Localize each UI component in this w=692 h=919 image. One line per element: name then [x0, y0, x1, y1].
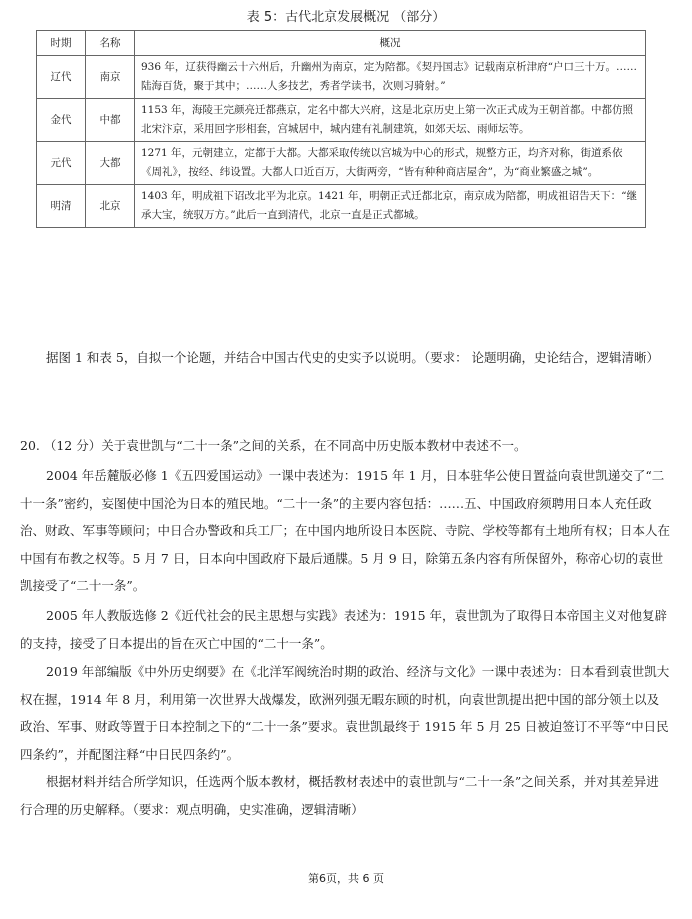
- col-header-era: 时期: [37, 31, 86, 56]
- col-header-overview: 概况: [135, 31, 646, 56]
- name-cell: 大都: [86, 142, 135, 185]
- material-paragraph-yuelu: 2004 年岳麓版必修 1《五四爱国运动》一课中表述为：1915 年 1 月，日本驻华公使日置益向袁世凯递交了“二十一条”密约，妄图使中国沦为日本的殖民地。“二十一条”的主要内容包括：……五、中国政府须聘用日本人充任政治、财政、军事等顾问；中日合办警政和兵工厂；在中国内地所设日本医院、寺院、学校等都有土地所有权；日本人在中国有布教之权等。5 月 7 日，日本向中国政府下最后通牒。5 月 9 日，除第五条内容有所保留外，称帝心切的袁世凯接受了“二十一条”。: [20, 468, 671, 593]
- page-footer: 第6页，共 6 页: [308, 872, 384, 885]
- question-20-intro: 20. （12 分）关于袁世凯与“二十一条”之间的关系，在不同高中历史版本教材中表述不一。: [20, 438, 527, 453]
- question-20-prompt: 根据材料并结合所学知识，任选两个版本教材，概括教材表述中的袁世凯与“二十一条”之间关系，并对其差异进行合理的历史解释。（要求：观点明确，史实准确，逻辑清晰）: [20, 774, 659, 817]
- col-header-name: 名称: [86, 31, 135, 56]
- era-cell: 金代: [37, 99, 86, 142]
- name-cell: 北京: [86, 185, 135, 228]
- beijing-history-table: [36, 30, 646, 228]
- overview-cell: 1153 年，海陵王完颜亮迁都燕京，定名中都大兴府，这是北京历史上第一次正式成为王朝首都。中都仿照北宋汴京，采用回字形相套，宫城居中，城内建有礼制建筑，如郊天坛、雨师坛等。: [135, 99, 646, 142]
- table-header-row: [37, 31, 646, 56]
- material-paragraph-renjiao: 2005 年人教版选修 2《近代社会的民主思想与实践》表述为：1915 年，袁世凯为了取得日本帝国主义对他复辟的支持，接受了日本提出的旨在灭亡中国的“二十一条”。: [20, 608, 667, 651]
- overview-cell: 1271 年，元朝建立，定都于大都。大都采取传统以宫城为中心的形式，规整方正，均齐对称，街道系依《周礼》，按经、纬设置。大都人口近百万，大街两旁，“皆有种种商店屋舍”，为“商业繁盛之城”。: [135, 142, 646, 185]
- table-row: [37, 185, 646, 228]
- overview-cell: 936 年，辽获得幽云十六州后，升幽州为南京，定为陪都。《契丹国志》记载南京析津府“户口三十万。……陆海百货，聚于其中；……人多技艺，秀者学读书，次则习骑射。”: [135, 56, 646, 99]
- table-row: [37, 56, 646, 99]
- table-row: [37, 99, 646, 142]
- era-cell: 元代: [37, 142, 86, 185]
- table-row: [37, 142, 646, 185]
- era-cell: 明清: [37, 185, 86, 228]
- question-19-instruction: 据图 1 和表 5，自拟一个论题，并结合中国古代史的史实予以说明。（要求： 论题明确，史论结合，逻辑清晰）: [46, 350, 660, 365]
- name-cell: 中都: [86, 99, 135, 142]
- name-cell: 南京: [86, 56, 135, 99]
- era-cell: 辽代: [37, 56, 86, 99]
- table-title: 表 5：古代北京发展概况 （部分）: [246, 10, 446, 25]
- overview-cell: 1403 年，明成祖下诏改北平为北京。1421 年，明朝正式迁都北京，南京成为陪都，明成祖诏告天下：“继承大宝，统驭万方。”此后一直到清代，北京一直是正式都城。: [135, 185, 646, 228]
- material-paragraph-bubian: 2019 年部编版《中外历史纲要》在《北洋军阀统治时期的政治、经济与文化》一课中表述为：日本看到袁世凯大权在握，1914 年 8 月，利用第一次世界大战爆发，欧洲列强无暇东顾的时机，向袁世凯提出把中国的部分领土以及政治、军事、财政等置于日本控制之下的“二十一条”要求。袁世凯最终于 1915 年 5 月 25 日被迫签订不平等“中日民四条约”，并配图注释“中日民四条约”。: [20, 664, 670, 762]
